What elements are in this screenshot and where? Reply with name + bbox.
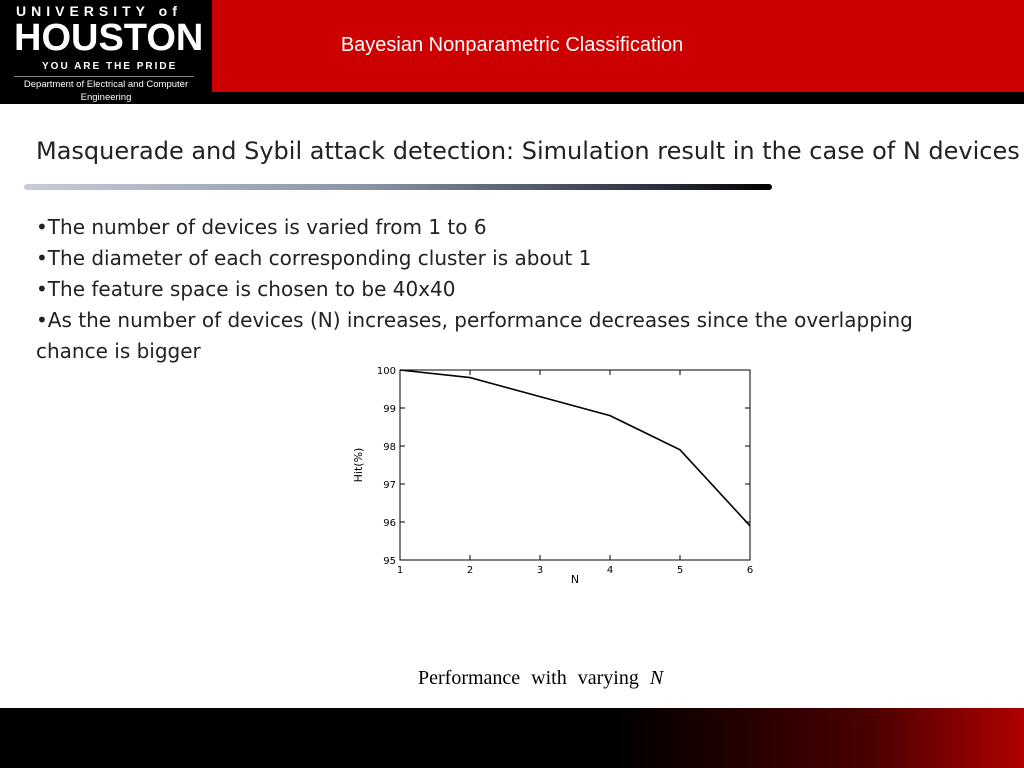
y-axis: [377, 366, 750, 567]
department-label: Department of Electrical and Computer Engineering: [23, 79, 189, 103]
hit-rate-chart: [340, 358, 770, 598]
footer-bar: [0, 708, 1024, 768]
bullet-item: • As the number of devices (N) increases, performance decreases since the overlapping chance is bigger: [36, 305, 966, 367]
university-logo: [0, 0, 212, 104]
x-axis-label: N: [570, 573, 580, 586]
y-tick-label: 95: [383, 556, 396, 567]
title-underline: [24, 184, 772, 190]
series-line: [400, 370, 750, 526]
x-tick-label: 2: [466, 565, 474, 576]
bullet-list: [36, 212, 966, 367]
x-axis: [397, 370, 753, 576]
header-title: Bayesian Nonparametric Classification: [340, 34, 684, 56]
caption-text: Performance with varying: [418, 667, 639, 689]
figure-caption: [418, 667, 663, 690]
bullet-item: • The feature space is chosen to be 40x40: [36, 274, 966, 305]
x-tick-label: 6: [746, 565, 754, 576]
y-tick-label: 100: [376, 366, 396, 377]
bullet-item: • The diameter of each corresponding cluster is about 1: [36, 243, 966, 274]
plot-frame: [400, 370, 750, 560]
y-tick-label: 99: [383, 404, 396, 415]
caption-variable: N: [649, 667, 664, 689]
logo-divider: [14, 76, 194, 77]
logo-university-text: UNIVERSITY of: [16, 3, 182, 19]
slide-title: Masquerade and Sybil attack detection: Simulation result in the case of N devices: [36, 137, 1020, 165]
x-tick-label: 5: [676, 565, 684, 576]
y-tick-label: 96: [383, 518, 396, 529]
y-tick-label: 97: [383, 480, 396, 491]
x-tick-label: 4: [606, 565, 614, 576]
y-tick-label: 98: [383, 442, 396, 453]
logo-tagline: YOU ARE THE PRIDE: [42, 61, 178, 72]
logo-houston-text: HOUSTON: [14, 17, 204, 59]
y-axis-label: Hit(%): [352, 447, 365, 483]
bullet-item: • The number of devices is varied from 1 to 6: [36, 212, 966, 243]
x-tick-label: 3: [536, 565, 544, 576]
x-tick-label: 1: [396, 565, 404, 576]
